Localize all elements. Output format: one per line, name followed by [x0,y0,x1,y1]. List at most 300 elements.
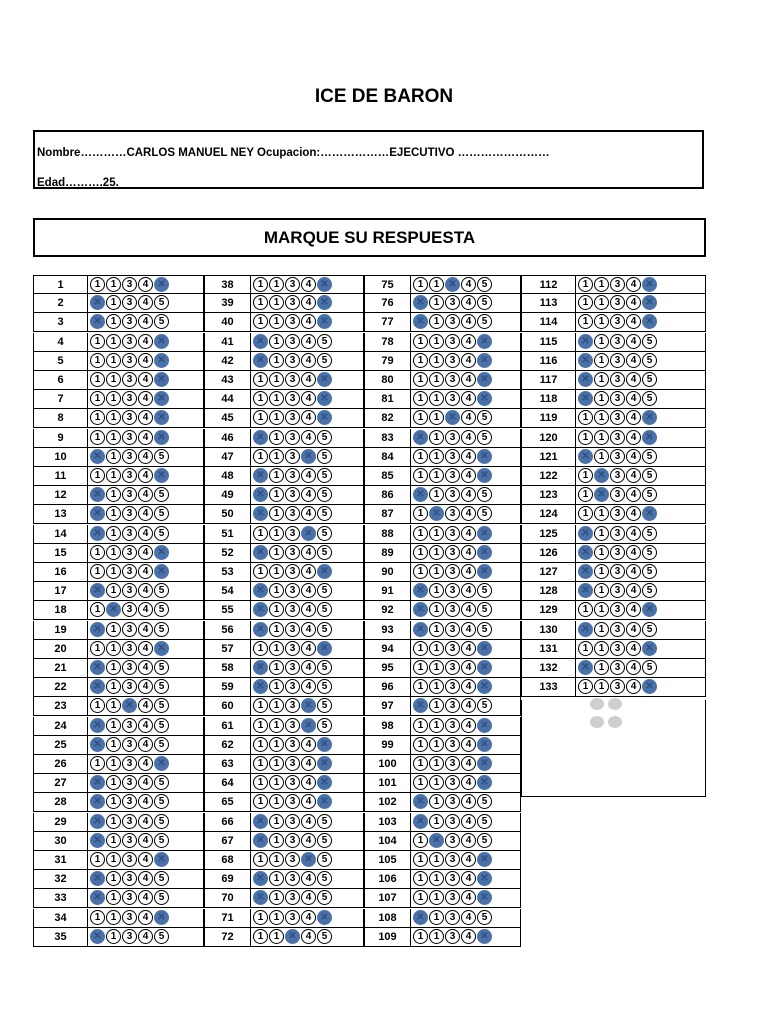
option-bubble[interactable]: 3 [285,698,300,713]
option-bubble[interactable]: 1 [253,737,268,752]
option-bubble[interactable]: 5 [477,583,492,598]
option-bubble[interactable]: 1 [253,641,268,656]
option-bubble[interactable]: 3 [122,641,137,656]
option-bubble[interactable]: 4 [301,334,316,349]
option-bubble[interactable]: 5 [317,871,332,886]
option-bubble[interactable]: 4 [138,295,153,310]
option-bubble[interactable]: 5 [317,487,332,502]
option-bubble[interactable]: 5 ✕ [317,910,332,925]
option-bubble[interactable]: 1 [594,506,609,521]
option-bubble[interactable]: 1 [106,353,121,368]
option-bubble[interactable]: 1 ✕ [253,622,268,637]
option-bubble[interactable]: 1 ✕ [90,871,105,886]
option-bubble[interactable]: 3 [610,526,625,541]
option-bubble[interactable]: 3 [285,871,300,886]
option-bubble[interactable]: 5 ✕ [642,410,657,425]
option-bubble[interactable]: 4 [138,314,153,329]
option-bubble[interactable]: 4 [461,391,476,406]
option-bubble[interactable]: 5 [154,794,169,809]
option-bubble[interactable]: 3 [285,814,300,829]
option-bubble[interactable]: 1 [106,679,121,694]
option-bubble[interactable]: 1 ✕ [578,391,593,406]
option-bubble[interactable]: 4 [138,602,153,617]
option-bubble[interactable]: 5 [317,679,332,694]
option-bubble[interactable]: 4 [461,871,476,886]
option-bubble[interactable]: 3 [445,775,460,790]
option-bubble[interactable]: 3 [285,564,300,579]
option-bubble[interactable]: 3 [285,295,300,310]
option-bubble[interactable]: 1 [90,277,105,292]
option-bubble[interactable]: 4 [626,602,641,617]
option-bubble[interactable]: 1 [413,737,428,752]
option-bubble[interactable]: 5 [642,545,657,560]
option-bubble[interactable]: 5 ✕ [477,890,492,905]
option-bubble[interactable]: 3 [610,468,625,483]
option-bubble[interactable]: 1 [106,737,121,752]
option-bubble[interactable]: 5 ✕ [317,391,332,406]
option-bubble[interactable]: 1 [106,929,121,944]
option-bubble[interactable]: 5 [642,583,657,598]
option-bubble[interactable]: 1 [429,794,444,809]
option-bubble[interactable]: 5 ✕ [477,718,492,733]
option-bubble[interactable]: 5 ✕ [477,871,492,886]
option-bubble[interactable]: 5 [317,430,332,445]
option-bubble[interactable]: 4 [138,679,153,694]
option-bubble[interactable]: 5 ✕ [154,852,169,867]
option-bubble[interactable]: 4 [301,641,316,656]
option-bubble[interactable]: 1 ✕ [253,545,268,560]
option-bubble[interactable]: 1 [269,871,284,886]
option-bubble[interactable]: 1 [269,660,284,675]
option-bubble[interactable]: 4 [138,468,153,483]
option-bubble[interactable]: 4 [461,833,476,848]
option-bubble[interactable]: 1 [413,852,428,867]
option-bubble[interactable]: 1 [106,468,121,483]
option-bubble[interactable]: 5 [477,622,492,637]
option-bubble[interactable]: 3 [285,468,300,483]
option-bubble[interactable]: 1 [253,852,268,867]
option-bubble[interactable]: 4 [301,871,316,886]
option-bubble[interactable]: 1 [253,526,268,541]
option-bubble[interactable]: 3 [285,314,300,329]
option-bubble[interactable]: 5 ✕ [642,602,657,617]
option-bubble[interactable]: 1 [413,391,428,406]
option-bubble[interactable]: 3 [285,679,300,694]
option-bubble[interactable]: 3 [122,679,137,694]
option-bubble[interactable]: 1 [269,314,284,329]
option-bubble[interactable]: 1 [90,410,105,425]
option-bubble[interactable]: 1 ✕ [413,602,428,617]
option-bubble[interactable]: 5 [317,929,332,944]
option-bubble[interactable]: 3 [122,430,137,445]
option-bubble[interactable]: 1 ✕ [90,295,105,310]
option-bubble[interactable]: 1 ✕ [90,679,105,694]
option-bubble[interactable]: 1 ✕ [90,526,105,541]
option-bubble[interactable]: 3 [445,602,460,617]
option-bubble[interactable]: 3 [285,391,300,406]
option-bubble[interactable]: 5 [477,410,492,425]
option-bubble[interactable]: 4 [138,372,153,387]
option-bubble[interactable]: 3 [445,449,460,464]
option-bubble[interactable]: 1 [90,430,105,445]
option-bubble[interactable]: 1 [90,372,105,387]
option-bubble[interactable]: 4 [461,814,476,829]
option-bubble[interactable]: 4 [626,372,641,387]
option-bubble[interactable]: 1 [253,372,268,387]
option-bubble[interactable]: 5 ✕ [477,852,492,867]
option-bubble[interactable]: 1 [269,756,284,771]
option-bubble[interactable]: 5 ✕ [154,756,169,771]
option-bubble[interactable]: 1 [269,890,284,905]
option-bubble[interactable]: 1 [90,391,105,406]
option-bubble[interactable]: 5 [642,391,657,406]
option-bubble[interactable]: 5 ✕ [317,794,332,809]
option-bubble[interactable]: 3 [122,468,137,483]
option-bubble[interactable]: 3 ✕ [122,698,137,713]
option-bubble[interactable]: 4 [301,737,316,752]
option-bubble[interactable]: 1 [106,277,121,292]
option-bubble[interactable]: 5 [317,833,332,848]
option-bubble[interactable]: 1 [594,564,609,579]
option-bubble[interactable]: 3 [122,353,137,368]
option-bubble[interactable]: 1 ✕ [594,487,609,502]
option-bubble[interactable]: 1 [594,334,609,349]
option-bubble[interactable]: 1 [429,641,444,656]
option-bubble[interactable]: 5 ✕ [154,353,169,368]
option-bubble[interactable]: 5 [317,660,332,675]
option-bubble[interactable]: 4 [138,410,153,425]
option-bubble[interactable]: 4 ✕ [301,718,316,733]
option-bubble[interactable]: 1 [90,852,105,867]
option-bubble[interactable]: 5 ✕ [154,372,169,387]
option-bubble[interactable]: 1 [253,910,268,925]
option-bubble[interactable]: 1 [413,277,428,292]
option-bubble[interactable]: 1 [594,430,609,445]
option-bubble[interactable]: 3 [285,718,300,733]
option-bubble[interactable]: 4 [461,564,476,579]
option-bubble[interactable]: 3 [122,833,137,848]
option-bubble[interactable]: 1 [106,545,121,560]
option-bubble[interactable]: 5 ✕ [477,775,492,790]
option-bubble[interactable]: 1 [106,314,121,329]
option-bubble[interactable]: 1 [269,468,284,483]
option-bubble[interactable]: 5 ✕ [317,775,332,790]
option-bubble[interactable]: 1 [106,718,121,733]
option-bubble[interactable]: 5 [317,468,332,483]
option-bubble[interactable]: 1 [594,660,609,675]
option-bubble[interactable]: 1 [429,756,444,771]
option-bubble[interactable]: 3 [445,430,460,445]
option-bubble[interactable]: 4 [461,468,476,483]
option-bubble[interactable]: 1 [106,833,121,848]
option-bubble[interactable]: 4 [138,564,153,579]
option-bubble[interactable]: 1 [90,545,105,560]
option-bubble[interactable]: 5 ✕ [317,295,332,310]
option-bubble[interactable]: 1 [429,929,444,944]
option-bubble[interactable]: 3 [122,334,137,349]
option-bubble[interactable]: 5 ✕ [154,910,169,925]
option-bubble[interactable]: 3 [285,372,300,387]
option-bubble[interactable]: 1 [429,468,444,483]
option-bubble[interactable]: 1 ✕ [253,468,268,483]
option-bubble[interactable]: 5 ✕ [477,545,492,560]
option-bubble[interactable]: 4 [301,277,316,292]
option-bubble[interactable]: 3 [445,871,460,886]
option-bubble[interactable]: 3 [445,372,460,387]
option-bubble[interactable]: 4 [301,468,316,483]
option-bubble[interactable]: 4 [626,526,641,541]
option-bubble[interactable]: 3 [610,277,625,292]
option-bubble[interactable]: 4 [626,622,641,637]
option-bubble[interactable]: 4 [626,295,641,310]
option-bubble[interactable]: 3 ✕ [445,277,460,292]
option-bubble[interactable]: 5 ✕ [154,468,169,483]
option-bubble[interactable]: 1 ✕ [90,833,105,848]
option-bubble[interactable]: 1 [269,794,284,809]
option-bubble[interactable]: 5 ✕ [642,506,657,521]
option-bubble[interactable]: 5 ✕ [642,679,657,694]
option-bubble[interactable]: 1 [594,641,609,656]
option-bubble[interactable]: 4 [626,660,641,675]
option-bubble[interactable]: 5 [154,871,169,886]
option-bubble[interactable]: 5 ✕ [477,564,492,579]
option-bubble[interactable]: 3 [610,334,625,349]
option-bubble[interactable]: 4 [461,487,476,502]
option-bubble[interactable]: 3 [122,622,137,637]
option-bubble[interactable]: 4 [301,833,316,848]
option-bubble[interactable]: 1 [578,277,593,292]
option-bubble[interactable]: 5 [154,814,169,829]
option-bubble[interactable]: 5 ✕ [477,756,492,771]
option-bubble[interactable]: 5 ✕ [477,372,492,387]
option-bubble[interactable]: 3 [285,410,300,425]
option-bubble[interactable]: 5 [317,698,332,713]
option-bubble[interactable]: 3 [445,545,460,560]
option-bubble[interactable]: 1 [106,410,121,425]
option-bubble[interactable]: 1 ✕ [106,602,121,617]
option-bubble[interactable]: 3 [610,545,625,560]
option-bubble[interactable]: 1 [253,314,268,329]
option-bubble[interactable]: 3 [122,487,137,502]
option-bubble[interactable]: 1 [429,487,444,502]
option-bubble[interactable]: 1 [578,295,593,310]
option-bubble[interactable]: 3 [122,564,137,579]
option-bubble[interactable]: 3 [285,487,300,502]
option-bubble[interactable]: 1 [269,353,284,368]
option-bubble[interactable]: 5 [642,468,657,483]
option-bubble[interactable]: 1 [253,277,268,292]
option-bubble[interactable]: 1 ✕ [90,794,105,809]
option-bubble[interactable]: 1 [413,871,428,886]
option-bubble[interactable]: 3 [285,506,300,521]
option-bubble[interactable]: 3 [610,602,625,617]
option-bubble[interactable]: 1 ✕ [90,660,105,675]
option-bubble[interactable]: 5 ✕ [477,468,492,483]
option-bubble[interactable]: 1 ✕ [253,506,268,521]
option-bubble[interactable]: 1 [594,277,609,292]
option-bubble[interactable]: 5 [642,660,657,675]
option-bubble[interactable]: 1 [429,430,444,445]
option-bubble[interactable]: 5 [317,545,332,560]
option-bubble[interactable]: 5 [154,660,169,675]
option-bubble[interactable]: 1 ✕ [413,430,428,445]
option-bubble[interactable]: 1 ✕ [429,506,444,521]
option-bubble[interactable]: 1 [413,372,428,387]
option-bubble[interactable]: 5 ✕ [477,353,492,368]
option-bubble[interactable]: 1 [253,391,268,406]
option-bubble[interactable]: 1 [594,410,609,425]
option-bubble[interactable]: 1 [429,890,444,905]
option-bubble[interactable]: 4 [626,487,641,502]
option-bubble[interactable]: 1 ✕ [413,295,428,310]
option-bubble[interactable]: 5 [642,353,657,368]
option-bubble[interactable]: 4 [461,852,476,867]
option-bubble[interactable]: 3 [610,564,625,579]
option-bubble[interactable]: 3 [610,391,625,406]
option-bubble[interactable]: 3 [122,277,137,292]
option-bubble[interactable]: 5 ✕ [477,391,492,406]
option-bubble[interactable]: 4 [626,410,641,425]
option-bubble[interactable]: 4 [461,334,476,349]
option-bubble[interactable]: 3 [610,622,625,637]
option-bubble[interactable]: 5 ✕ [154,545,169,560]
option-bubble[interactable]: 4 [301,679,316,694]
option-bubble[interactable]: 4 [301,929,316,944]
option-bubble[interactable]: 4 [626,449,641,464]
option-bubble[interactable]: 1 [269,718,284,733]
option-bubble[interactable]: 1 [106,814,121,829]
option-bubble[interactable]: 3 [285,910,300,925]
option-bubble[interactable]: 4 [138,718,153,733]
option-bubble[interactable]: 3 [122,545,137,560]
option-bubble[interactable]: 3 [122,602,137,617]
option-bubble[interactable]: 1 [253,410,268,425]
option-bubble[interactable]: 3 [610,295,625,310]
option-bubble[interactable]: 4 [138,660,153,675]
option-bubble[interactable]: 5 [154,526,169,541]
option-bubble[interactable]: 3 [445,794,460,809]
option-bubble[interactable]: 5 [154,718,169,733]
option-bubble[interactable]: 4 [461,277,476,292]
option-bubble[interactable]: 4 [301,602,316,617]
option-bubble[interactable]: 5 ✕ [154,564,169,579]
option-bubble[interactable]: 1 ✕ [413,698,428,713]
option-bubble[interactable]: 4 [138,545,153,560]
option-bubble[interactable]: 1 [253,449,268,464]
option-bubble[interactable]: 1 [413,756,428,771]
option-bubble[interactable]: 1 [413,775,428,790]
option-bubble[interactable]: 1 ✕ [578,334,593,349]
option-bubble[interactable]: 1 [429,449,444,464]
option-bubble[interactable]: 1 [269,506,284,521]
option-bubble[interactable]: 1 [578,430,593,445]
option-bubble[interactable]: 1 [429,852,444,867]
option-bubble[interactable]: 1 [578,602,593,617]
option-bubble[interactable]: 1 ✕ [253,660,268,675]
option-bubble[interactable]: 5 [642,622,657,637]
option-bubble[interactable]: 1 [578,410,593,425]
option-bubble[interactable]: 4 [301,890,316,905]
option-bubble[interactable]: 5 ✕ [477,660,492,675]
option-bubble[interactable]: 1 [106,487,121,502]
option-bubble[interactable]: 4 [626,583,641,598]
option-bubble[interactable]: 1 ✕ [253,487,268,502]
option-bubble[interactable]: 4 [626,430,641,445]
option-bubble[interactable]: 4 [138,583,153,598]
option-bubble[interactable]: 1 [269,564,284,579]
option-bubble[interactable]: 5 [317,526,332,541]
option-bubble[interactable]: 1 [413,641,428,656]
option-bubble[interactable]: 4 [461,698,476,713]
option-bubble[interactable]: 4 [138,487,153,502]
option-bubble[interactable]: 4 [301,410,316,425]
option-bubble[interactable]: 3 [445,295,460,310]
option-bubble[interactable]: 1 [106,622,121,637]
option-bubble[interactable]: 5 ✕ [477,641,492,656]
option-bubble[interactable]: 1 [413,506,428,521]
option-bubble[interactable]: 1 [413,526,428,541]
option-bubble[interactable]: 4 [138,814,153,829]
option-bubble[interactable]: 1 ✕ [578,583,593,598]
option-bubble[interactable]: 5 [477,506,492,521]
option-bubble[interactable]: 1 [90,564,105,579]
option-bubble[interactable]: 1 [106,871,121,886]
option-bubble[interactable]: 4 [461,890,476,905]
option-bubble[interactable]: 3 [445,391,460,406]
option-bubble[interactable]: 1 [269,430,284,445]
option-bubble[interactable]: 5 [317,353,332,368]
option-bubble[interactable]: 3 [285,449,300,464]
option-bubble[interactable]: 3 [122,737,137,752]
option-bubble[interactable]: 1 [269,487,284,502]
option-bubble[interactable]: 4 [138,277,153,292]
option-bubble[interactable]: 1 [269,583,284,598]
option-bubble[interactable]: 5 ✕ [317,737,332,752]
option-bubble[interactable]: 5 [642,526,657,541]
option-bubble[interactable]: 4 [461,545,476,560]
option-bubble[interactable]: 1 ✕ [413,487,428,502]
option-bubble[interactable]: 3 [445,314,460,329]
option-bubble[interactable]: 1 [90,602,105,617]
option-bubble[interactable]: 1 [269,449,284,464]
option-bubble[interactable]: 4 [138,929,153,944]
option-bubble[interactable]: 1 [90,910,105,925]
option-bubble[interactable]: 3 [445,334,460,349]
option-bubble[interactable]: 1 [429,622,444,637]
option-bubble[interactable]: 4 [461,295,476,310]
option-bubble[interactable]: 5 [317,602,332,617]
option-bubble[interactable]: 4 [138,890,153,905]
option-bubble[interactable]: 1 [594,545,609,560]
option-bubble[interactable]: 5 ✕ [154,277,169,292]
option-bubble[interactable]: 3 [610,660,625,675]
option-bubble[interactable]: 1 [269,929,284,944]
option-bubble[interactable]: 5 [477,487,492,502]
option-bubble[interactable]: 1 [429,698,444,713]
option-bubble[interactable]: 1 [594,353,609,368]
option-bubble[interactable]: 1 [594,314,609,329]
option-bubble[interactable]: 1 [106,794,121,809]
option-bubble[interactable]: 3 [122,295,137,310]
option-bubble[interactable]: 4 [138,449,153,464]
option-bubble[interactable]: 5 [154,775,169,790]
option-bubble[interactable]: 5 [642,334,657,349]
option-bubble[interactable]: 1 [429,871,444,886]
option-bubble[interactable]: 3 [445,526,460,541]
option-bubble[interactable]: 4 ✕ [301,698,316,713]
option-bubble[interactable]: 1 ✕ [90,775,105,790]
option-bubble[interactable]: 4 [461,794,476,809]
